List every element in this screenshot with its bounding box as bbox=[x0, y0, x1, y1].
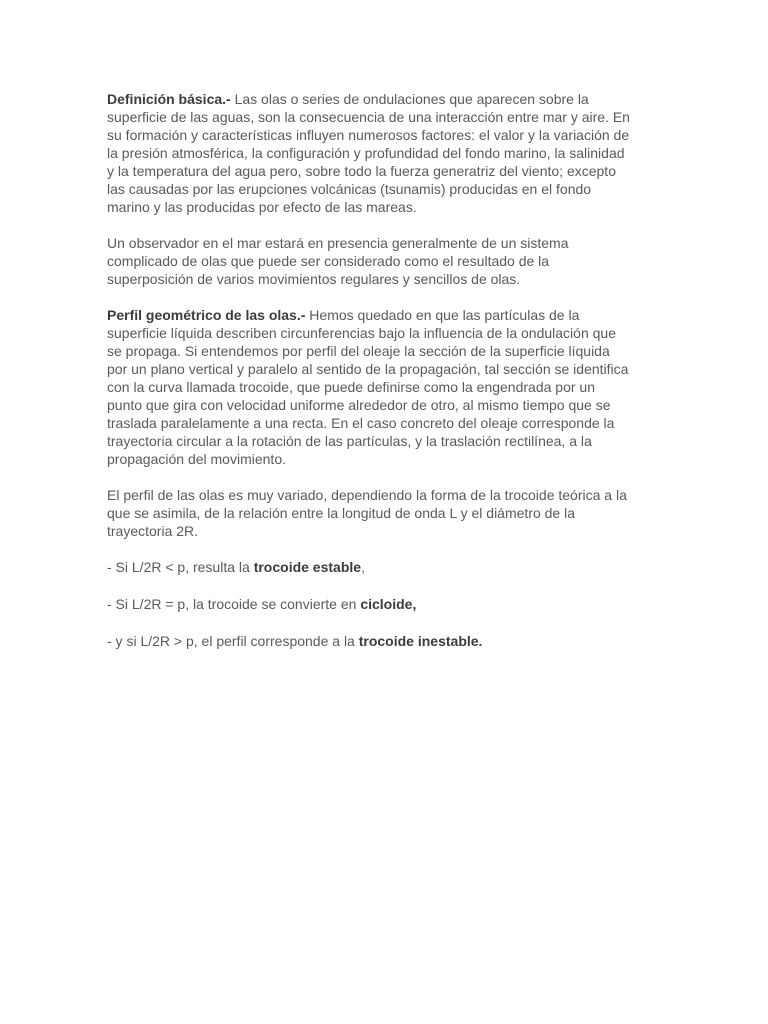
profile-heading: Perfil geométrico de las olas.- bbox=[107, 307, 306, 323]
paragraph-observer bbox=[107, 234, 633, 288]
case-cycloid-prefix: - Si L/2R = p, la trocoide se convierte en bbox=[107, 596, 361, 612]
document-body bbox=[107, 90, 633, 668]
observer-text: Un observador en el mar estará en presencia generalmente de un sistema complicado de olas que puede ser considerado como el resultado de la superposición de varios movimientos regulares y sencillos de olas. bbox=[107, 235, 569, 287]
paragraph-profile bbox=[107, 306, 633, 468]
case-stable-term: trocoide estable bbox=[253, 559, 362, 575]
profile-text: Hemos quedado en que las partículas de la superficie líquida describen circunferencias bajo la influencia de la ondulación que se propaga. Si entendemos por perfil del oleaje la sección de la superficie líquida por un plano vertical y paralelo al sentido de la propagación, tal sección se identifica con la curva llamada trocoide, que puede definirse como la engendrada por un punto que gira con velocidad uniforme alrededor de otro, al mismo tiempo que se traslada paralelamente a una recta. En el caso concreto del oleaje corresponde la trayectoria circular a la rotación de las partículas, y la traslación rectilínea, a la propagación del movimiento. bbox=[107, 307, 629, 467]
case-cycloid-term: cicloide, bbox=[360, 596, 417, 612]
case-stable-suffix: , bbox=[361, 559, 365, 575]
variety-text: El perfil de las olas es muy variado, dependiendo la forma de la trocoide teórica a la que se asimila, de la relación entre la longitud de onda L y el diámetro de la trayectoria 2R. bbox=[107, 487, 627, 539]
case-stable bbox=[107, 558, 633, 576]
definition-text: Las olas o series de ondulaciones que aparecen sobre la superficie de las aguas, son la consecuencia de una interacción entre mar y aire. En su formación y características influyen numerosos factores: el valor y la variación de la presión atmosférica, la configuración y profundidad del fondo marino, la salinidad y la temperatura del agua pero, sobre todo la fuerza generatriz del viento; excepto las causadas por las erupciones volcánicas (tsunamis) producidas en el fondo marino y las producidas por efecto de las mareas. bbox=[107, 91, 630, 215]
definition-heading: Definición básica.- bbox=[107, 91, 231, 107]
case-unstable-term: trocoide inestable. bbox=[358, 633, 483, 649]
case-stable-prefix: - Si L/2R < p, resulta la bbox=[107, 559, 254, 575]
paragraph-definition bbox=[107, 90, 633, 216]
case-cycloid bbox=[107, 595, 633, 613]
case-unstable bbox=[107, 632, 633, 650]
paragraph-variety bbox=[107, 486, 633, 540]
case-unstable-prefix: - y si L/2R > p, el perfil corresponde a la bbox=[107, 633, 359, 649]
